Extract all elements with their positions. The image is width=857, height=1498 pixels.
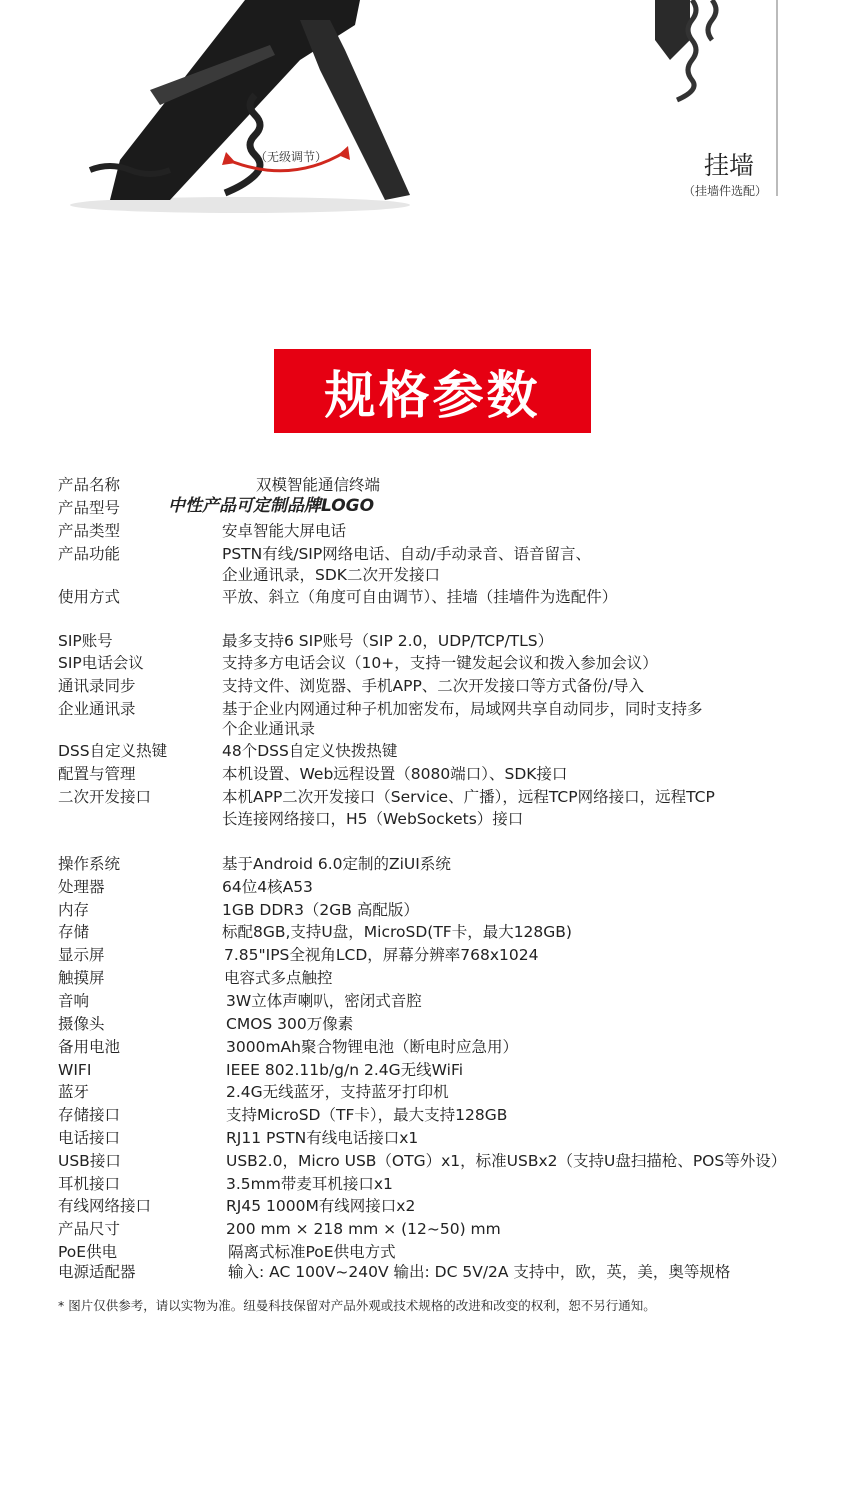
- spec-value-cont: 长连接网络接口，H5（WebSockets）接口: [222, 810, 524, 828]
- spec-label: DSS自定义热键: [58, 742, 168, 760]
- disclaimer-footnote: * 图片仅供参考，请以实物为准。纽曼科技保留对产品外观或技术规格的改进和改变的权利，恕不另行通知。: [58, 1298, 656, 1313]
- spec-label: 产品功能: [58, 545, 121, 563]
- spec-value: 2.4G无线蓝牙，支持蓝牙打印机: [226, 1083, 449, 1101]
- spec-label: 蓝牙: [58, 1083, 90, 1101]
- spec-value: 支持多方电话会议（10+，支持一键发起会议和拨入参加会议）: [222, 654, 658, 672]
- spec-label: WIFI: [58, 1061, 92, 1079]
- spec-label: 产品型号: [58, 499, 121, 517]
- spec-label: 存储: [58, 923, 90, 941]
- spec-value: IEEE 802.11b/g/n 2.4G无线WiFi: [226, 1061, 464, 1079]
- spec-value-cont: 个企业通讯录: [222, 720, 316, 738]
- spec-value-cont: 企业通讯录，SDK二次开发接口: [222, 566, 440, 584]
- spec-value: RJ45 1000M有线网接口x2: [226, 1197, 416, 1215]
- adjust-label: （无级调节）: [255, 150, 328, 164]
- spec-value: 200 mm × 218 mm × (12~50) mm: [226, 1220, 501, 1238]
- spec-value: 安卓智能大屏电话: [222, 522, 347, 540]
- spec-value: RJ11 PSTN有线电话接口x1: [226, 1129, 419, 1147]
- spec-value: 基于Android 6.0定制的ZiUI系统: [222, 855, 451, 873]
- spec-label: PoE供电: [58, 1243, 118, 1261]
- spec-label: 产品名称: [58, 476, 121, 494]
- spec-value: 3W立体声喇叭，密闭式音腔: [226, 992, 422, 1010]
- spec-label: 触摸屏: [58, 969, 105, 987]
- spec-value: 输入: AC 100V~240V 输出: DC 5V/2A 支持中，欧，英，美，奥等规格: [228, 1263, 731, 1281]
- spec-label: 内存: [58, 901, 90, 919]
- spec-label: 使用方式: [58, 588, 121, 606]
- wall-line: [776, 0, 778, 196]
- spec-value: PSTN有线/SIP网络电话、自动/手动录音、语音留言、: [222, 545, 591, 563]
- spec-value: CMOS 300万像素: [226, 1015, 354, 1033]
- spec-label: 有线网络接口: [58, 1197, 152, 1215]
- spec-value: 平放、斜立（角度可自由调节）、挂墙（挂墙件为选配件）: [222, 588, 618, 606]
- spec-banner: [274, 349, 591, 433]
- spec-label: 电源适配器: [58, 1263, 136, 1281]
- spec-label: 产品尺寸: [58, 1220, 121, 1238]
- spec-label: 备用电池: [58, 1038, 121, 1056]
- spec-label: 企业通讯录: [58, 700, 136, 718]
- product-photo: [0, 0, 857, 215]
- spec-value: 7.85"IPS全视角LCD，屏幕分辨率768x1024: [224, 946, 539, 964]
- spec-label: 通讯录同步: [58, 677, 136, 695]
- spec-label: 显示屏: [58, 946, 105, 964]
- spec-label: 配置与管理: [58, 765, 136, 783]
- spec-value: 48个DSS自定义快拨热键: [222, 742, 398, 760]
- spec-label: 二次开发接口: [58, 788, 152, 806]
- spec-label: 电话接口: [58, 1129, 121, 1147]
- spec-value: 标配8GB,支持U盘，MicroSD(TF卡，最大128GB): [222, 923, 572, 941]
- spec-value: 电容式多点触控: [224, 969, 333, 987]
- spec-label: 摄像头: [58, 1015, 105, 1033]
- spec-value: USB2.0，Micro USB（OTG）x1，标准USBx2（支持U盘扫描枪、POS等外设）: [226, 1152, 787, 1170]
- spec-value: 中性产品可定制品牌LOGO: [168, 496, 375, 516]
- spec-label: 存储接口: [58, 1106, 121, 1124]
- spec-value: 支持MicroSD（TF卡），最大支持128GB: [226, 1106, 508, 1124]
- spec-label: SIP电话会议: [58, 654, 144, 672]
- wall-sub-label: （挂墙件选配）: [683, 184, 768, 198]
- spec-value: 最多支持6 SIP账号（SIP 2.0，UDP/TCP/TLS）: [222, 632, 554, 650]
- spec-label: 操作系统: [58, 855, 121, 873]
- spec-value: 3.5mm带麦耳机接口x1: [226, 1175, 393, 1193]
- spec-label: 耳机接口: [58, 1175, 121, 1193]
- spec-label: 处理器: [58, 878, 105, 896]
- spec-value: 隔离式标准PoE供电方式: [228, 1243, 396, 1261]
- spec-value: 支持文件、浏览器、手机APP、二次开发接口等方式备份/导入: [222, 677, 645, 695]
- spec-value: 1GB DDR3（2GB 高配版）: [222, 901, 419, 919]
- spec-label: SIP账号: [58, 632, 113, 650]
- spec-value: 本机设置、Web远程设置（8080端口）、SDK接口: [222, 765, 568, 783]
- spec-value: 基于企业内网通过种子机加密发布，局域网共享自动同步，同时支持多: [222, 700, 703, 718]
- wall-label: 挂墙: [704, 151, 755, 180]
- spec-value: 3000mAh聚合物锂电池（断电时应急用）: [226, 1038, 518, 1056]
- spec-value: 本机APP二次开发接口（Service、广播），远程TCP网络接口，远程TCP: [222, 788, 715, 806]
- banner-title: 规格参数: [324, 367, 541, 426]
- spec-label: 产品类型: [58, 522, 121, 540]
- spec-label: USB接口: [58, 1152, 121, 1170]
- spec-label: 音响: [58, 992, 90, 1010]
- spec-value: 64位4核A53: [222, 878, 313, 896]
- spec-value: 双模智能通信终端: [256, 476, 381, 494]
